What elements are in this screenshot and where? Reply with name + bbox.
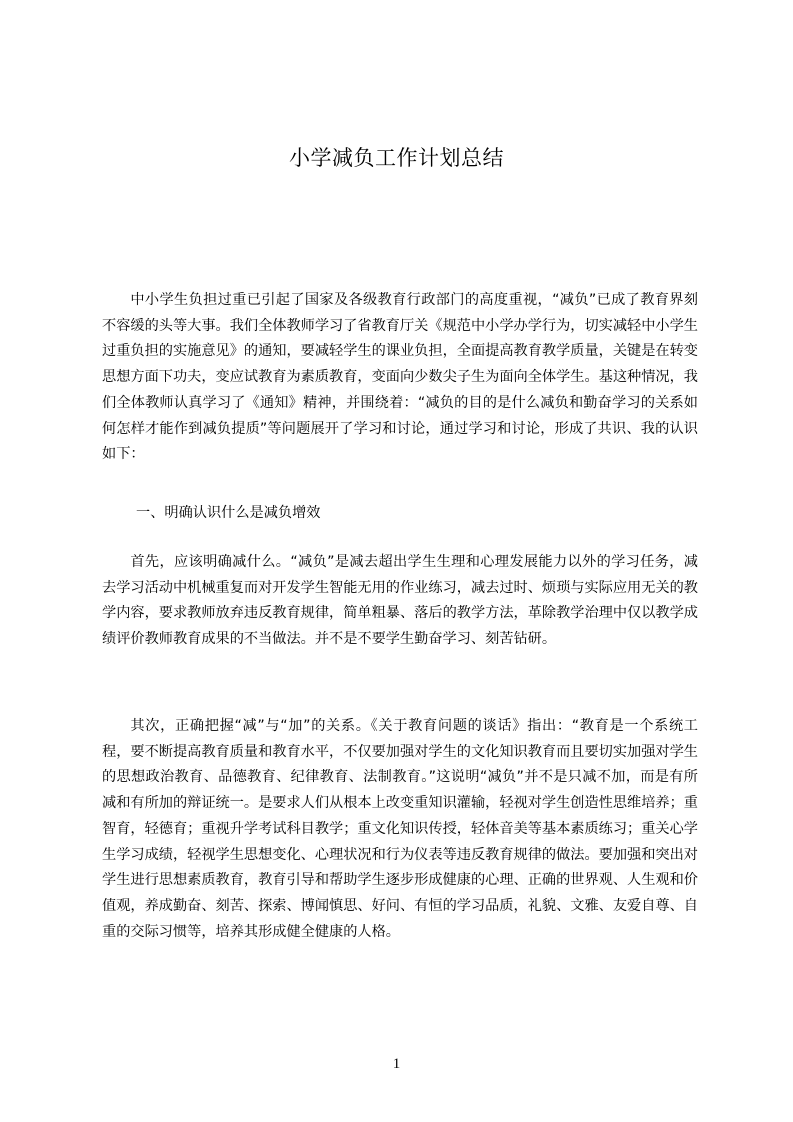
page-number: 1 xyxy=(392,1056,401,1072)
document-title: 小学减负工作计划总结 xyxy=(289,146,504,170)
second-point-paragraph: 其次，正确把握“减”与“加”的关系。《关于教育问题的谈话》指出：“教育是一个系统工程，要不断提高教育质量和教育水平，不仅要加强对学生的文化知识教育而且要切实加强对学生的思想政治教育、品德教育、纪律教育、法制教育。”这说明“减负”并不是只减不加，而是有所减和有所加的辩证统一。是要求人们从根本上改变重知识灌输，轻视对学生创造性思维培养；重智育，轻德育；重视升学考试科目教学；重文化知识传授，轻体音美等基本素质练习；重关心学生学习成绩，轻视学生思想变化、心理状况和行为仪表等违反教育规律的做法。要加强和突出对学生进行思想素质教育，教育引导和帮助学生逐步形成健康的心理、正确的世界观、人生观和价值观，养成勤奋、刻苦、探索、博闻慎思、好问、有恒的学习品质，礼貌、文雅、友爱自尊、自重的交际习惯等，培养其形成健全健康的人格。 xyxy=(102,718,698,940)
section-heading: 一、明确认识什么是减负增效 xyxy=(136,505,321,521)
intro-paragraph: 中小学生负担过重已引起了国家及各级教育行政部门的高度重视，“减负”已成了教育界刻不容缓的头等大事。我们全体教师学习了省教育厅关《规范中小学办学行为，切实减轻中小学生过重负担的实施意见》的通知，要减轻学生的课业负担，全面提高教育教学质量，关键是在转变思想方面下功夫，变应试教育为素质教育，变面向少数尖子生为面向全体学生。基这种情况，我们全体教师认真学习了《通知》精神，并围绕着：“减负的目的是什么减负和勤奋学习的关系如何怎样才能作到减负提质”等问题展开了学习和讨论，通过学习和讨论，形成了共识、我的认识如下： xyxy=(102,292,698,463)
first-point-paragraph: 首先，应该明确减什么。“减负”是减去超出学生生理和心理发展能力以外的学习任务，减去学习活动中机械重复而对开发学生智能无用的作业练习，减去过时、烦琐与实际应用无关的教学内容，要求教师放弃违反教育规律，简单粗暴、落后的教学方法，革除教学治理中仅以教学成绩评价教师教育成果的不当做法。并不是不要学生勤奋学习、刻苦钻研。 xyxy=(102,554,698,648)
